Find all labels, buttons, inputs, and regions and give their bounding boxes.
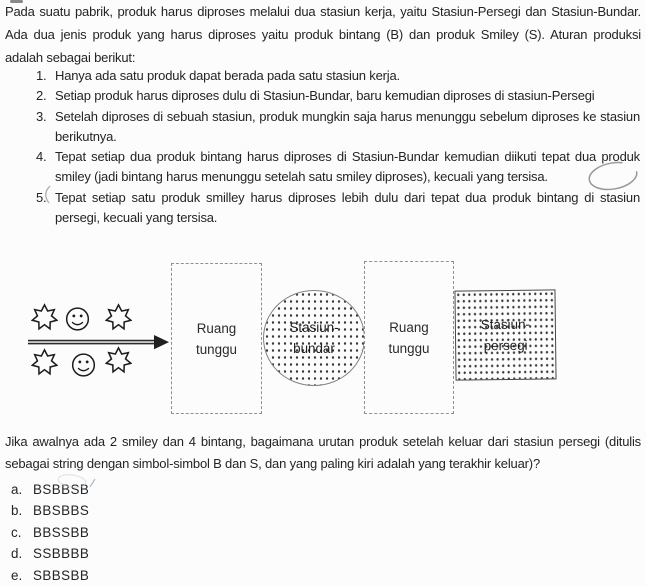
rule-item-5 — [36, 188, 640, 229]
rule-text: Setiap produk harus diproses dulu di Stasiun-Bundar, baru kemudian diproses di stasiun-Persegi — [55, 88, 595, 104]
answer-options — [11, 479, 89, 586]
rule-number: 3. — [36, 108, 47, 124]
smiley-product-icon — [67, 308, 89, 330]
rule-item-3 — [36, 107, 640, 148]
option-text: SBBSBB — [33, 567, 90, 583]
option-letter: b. — [11, 503, 23, 519]
rule-item-2 — [36, 86, 640, 106]
question-paragraph: Jika awalnya ada 2 smiley dan 4 bintang, bagaimana urutan produk setelah keluar dari stasiun persegi (ditulis sebagai string dengan simbol-simbol B dan S, dan yang paling kiri adalah yang terakhir keluar)? — [5, 434, 641, 472]
option-b — [11, 500, 89, 521]
station-persegi — [454, 289, 556, 380]
rule-number: 1. — [36, 68, 47, 83]
rule-number: 2. — [36, 88, 47, 104]
waiting-room-2 — [364, 261, 454, 414]
star-product-icon — [32, 350, 57, 374]
option-text: BSBBSB — [33, 482, 90, 497]
star-product-icon — [106, 305, 131, 329]
waiting-room-2-label: Ruang tunggu — [388, 319, 430, 356]
station-bundar-label: Stasiun-bundar — [289, 320, 339, 356]
rule-item-1 — [36, 66, 640, 86]
waiting-room-1-label: Ruang tunggu — [196, 320, 237, 357]
flow-arrow-icon — [28, 335, 169, 349]
pencil-mark — [90, 479, 95, 487]
rule-item-4 — [36, 147, 640, 188]
star-product-icon — [32, 305, 57, 329]
smiley-product-icon — [73, 354, 95, 376]
option-text: BBSBBS — [33, 503, 90, 519]
incoming-products — [26, 300, 170, 382]
option-c — [11, 522, 89, 543]
option-letter: c. — [11, 524, 22, 540]
station-bundar — [263, 290, 365, 386]
option-text: BBSSBB — [33, 524, 90, 540]
rule-number: 4. — [36, 149, 47, 165]
rule-text: Tepat setiap dua produk bintang harus diproses di Stasiun-Bundar kemudian diikuti tepat dua produk smiley (jadi bintang harus menunggu setelah satu smiley diproses), kecuali yang tersisa. — [55, 149, 640, 185]
option-letter: a. — [11, 482, 23, 497]
station-persegi-label: Stasiun-persegi — [480, 316, 531, 354]
option-a — [11, 479, 89, 500]
rules-list — [36, 66, 640, 228]
option-text: SSBBBB — [33, 546, 90, 562]
intro-paragraph: Pada suatu pabrik, produk harus diproses melalui dua stasiun kerja, yaitu Stasiun-Persegi dan Stasiun-Bundar. Ada dua jenis produk yang harus diproses yaitu produk bintang (B) dan produk Smiley (S). Aturan produksi adalah sebagai berikut: — [5, 4, 641, 65]
option-e — [11, 565, 89, 586]
waiting-room-1 — [171, 263, 262, 414]
option-letter: d. — [11, 546, 23, 562]
rule-text: Setelah diproses di sebuah stasiun, produk mungkin saja harus menunggu sebelum diproses ke stasiun berikutnya. — [55, 108, 640, 144]
star-product-icon — [106, 348, 131, 372]
rule-text: Hanya ada satu produk dapat berada pada satu stasiun kerja. — [55, 68, 400, 83]
option-letter: e. — [11, 567, 23, 583]
rule-text: Tepat setiap satu produk smilley harus diproses lebih dulu dari tepat dua produk bintang di stasiun persegi, kecuali yang tersisa. — [55, 189, 640, 226]
rule-number: 5. — [36, 189, 47, 205]
option-d — [11, 543, 89, 564]
